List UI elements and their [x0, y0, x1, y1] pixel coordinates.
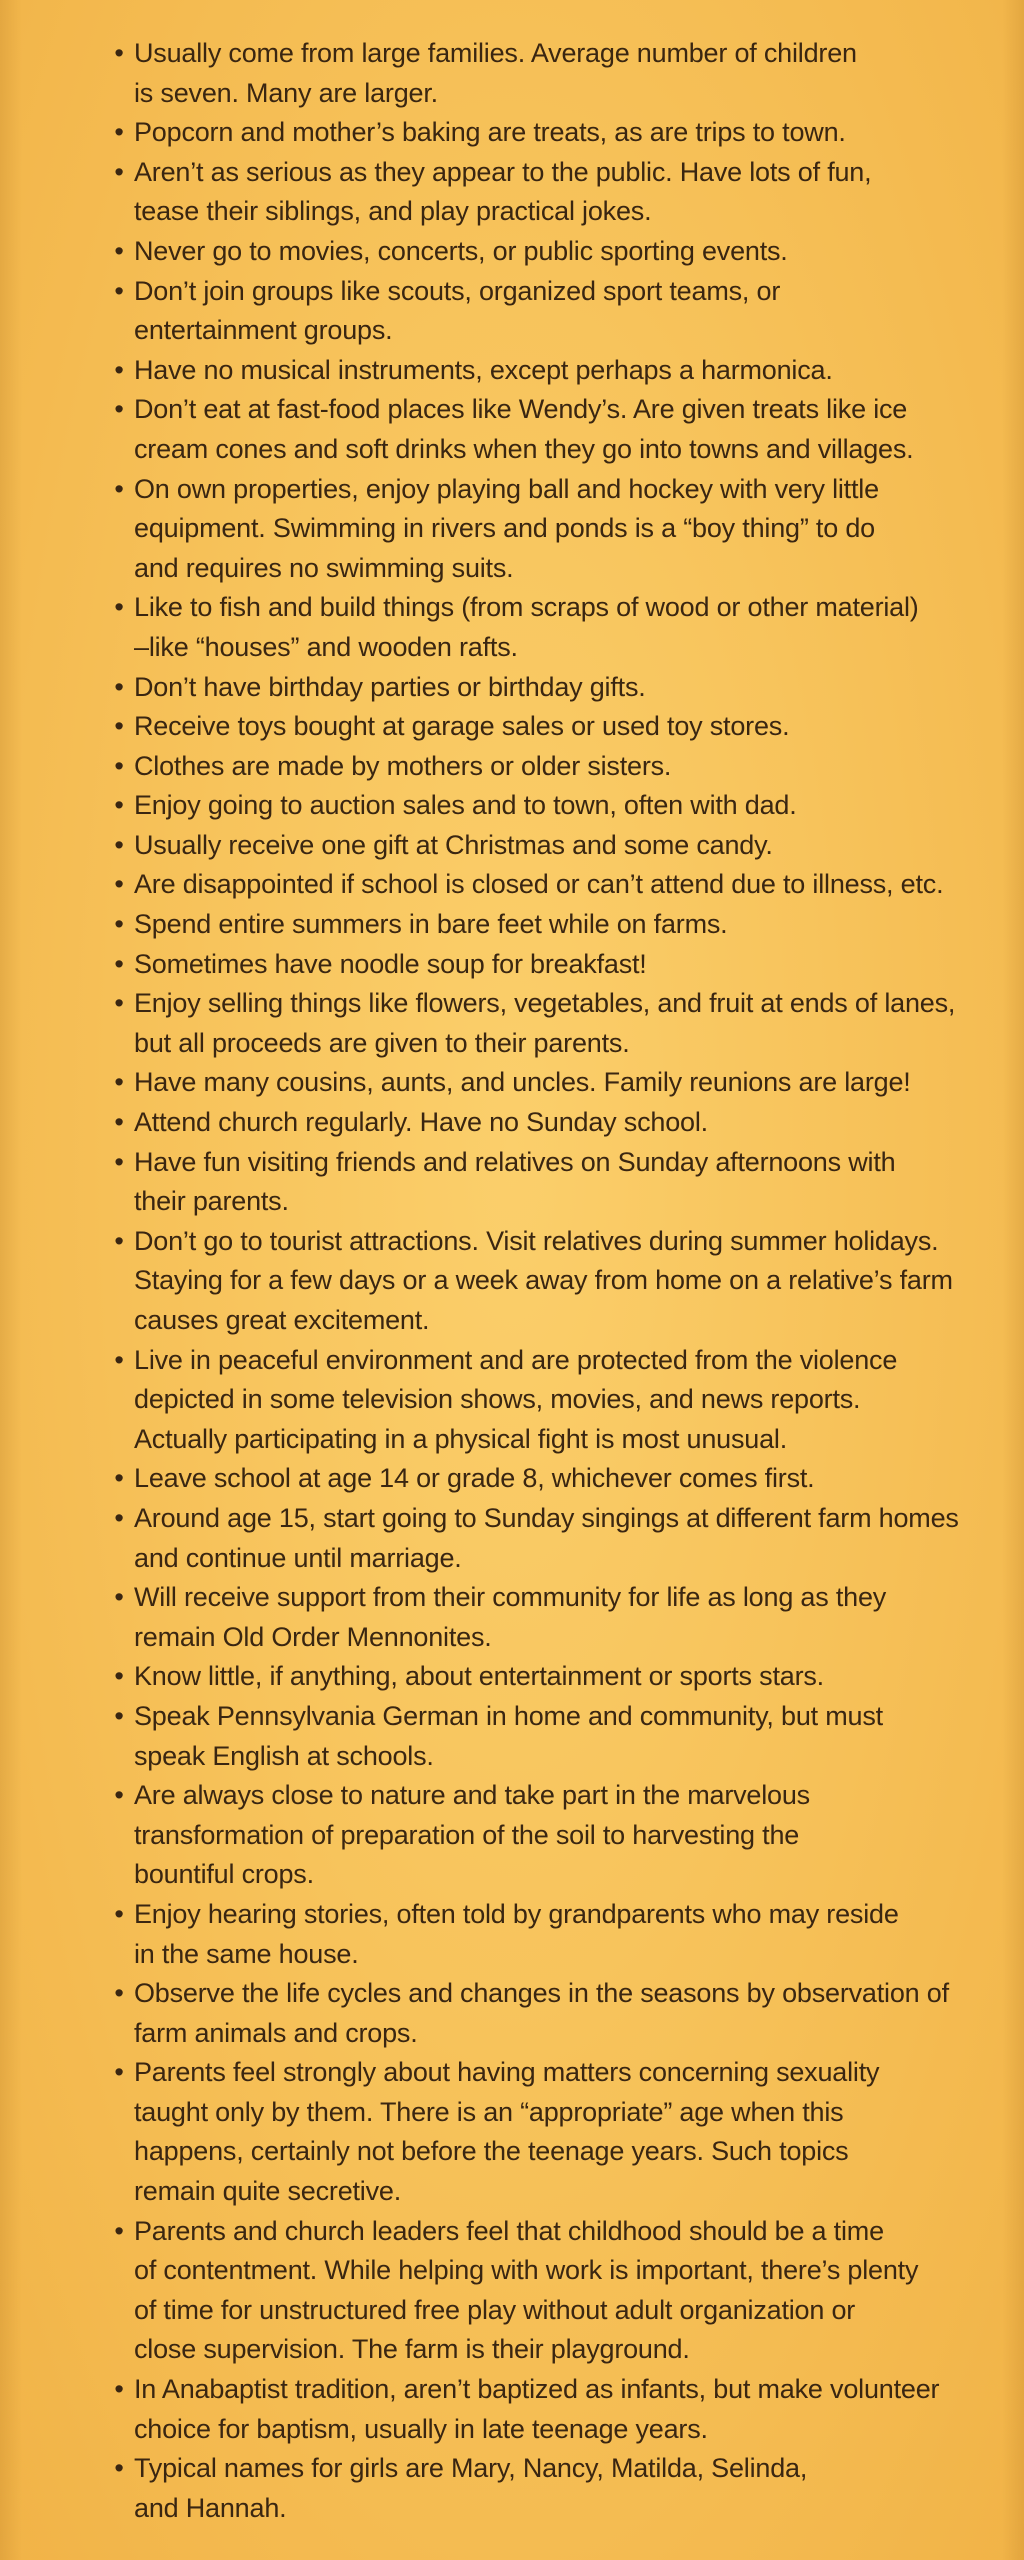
- bullet-item: [112, 2212, 992, 2370]
- bullet-dot-icon: •: [114, 1582, 124, 1613]
- bullet-text: Parents and church leaders feel that childhood should be a time of contentment. While helping with work is important, there’s plenty of time for unstructured free play without adult organization or close supervision. The farm is their playground.: [134, 2215, 919, 2365]
- bullet-text: Usually receive one gift at Christmas and some candy.: [134, 829, 773, 860]
- bullet-dot-icon: •: [114, 671, 124, 702]
- bullet-dot-icon: •: [114, 1067, 124, 1098]
- bullet-item: [112, 707, 992, 747]
- bullet-text: Spend entire summers in bare feet while on farms.: [134, 909, 728, 940]
- bullet-text: Don’t go to tourist attractions. Visit relatives during summer holidays. Staying for a few days or a week away from home on a relative’s farm causes great excitement.: [134, 1225, 953, 1335]
- bullet-item: [112, 1222, 992, 1341]
- bullet-text: Have no musical instruments, except perhaps a harmonica.: [134, 354, 833, 385]
- bullet-text: Enjoy hearing stories, often told by grandparents who may reside in the same house.: [134, 1898, 899, 1969]
- bullet-dot-icon: •: [114, 2374, 124, 2405]
- bullet-dot-icon: •: [114, 473, 124, 504]
- bullet-text: Sometimes have noodle soup for breakfast!: [134, 948, 647, 979]
- bullet-dot-icon: •: [114, 117, 124, 148]
- bullet-text: Enjoy selling things like flowers, vegetables, and fruit at ends of lanes, but all proceeds are given to their parents.: [134, 988, 956, 1058]
- bullet-item: [112, 390, 992, 469]
- bullet-dot-icon: •: [114, 2453, 124, 2484]
- bullet-text: Leave school at age 14 or grade 8, whichever comes first.: [134, 1463, 815, 1494]
- bullet-text: Typical names for girls are Mary, Nancy, Matilda, Selinda, and Hannah.: [134, 2453, 808, 2523]
- bullet-text: Don’t join groups like scouts, organized sport teams, or entertainment groups.: [134, 275, 781, 346]
- bullet-item: [112, 351, 992, 391]
- bullet-item: [112, 470, 992, 589]
- bullet-dot-icon: •: [114, 790, 124, 821]
- bullet-dot-icon: •: [114, 1146, 124, 1177]
- bullet-dot-icon: •: [114, 156, 124, 187]
- bullet-dot-icon: •: [114, 1661, 124, 1692]
- bullet-text: Are always close to nature and take part in the marvelous transformation of preparation of the soil to harvesting the bountiful crops.: [134, 1780, 810, 1890]
- bullet-item: [112, 786, 992, 826]
- bullet-item: [112, 2370, 992, 2449]
- bullet-item: [112, 1063, 992, 1103]
- bullet-item: [112, 865, 992, 905]
- bullet-dot-icon: •: [114, 948, 124, 979]
- bullet-dot-icon: •: [114, 829, 124, 860]
- bullet-item: [112, 1341, 992, 1460]
- bullet-dot-icon: •: [114, 1898, 124, 1929]
- bullet-item: [112, 1974, 992, 2053]
- bullet-text: Enjoy going to auction sales and to town, often with dad.: [134, 790, 797, 821]
- bullet-text: Aren’t as serious as they appear to the public. Have lots of fun, tease their siblings, and play practical jokes.: [134, 156, 872, 227]
- bullet-text: Live in peaceful environment and are protected from the violence depicted in some television shows, movies, and news reports. Actually participating in a physical fight is most unusual.: [134, 1344, 898, 1454]
- bullet-item: [112, 232, 992, 272]
- bullet-dot-icon: •: [114, 394, 124, 425]
- bullet-item: [112, 984, 992, 1063]
- bullet-text: Speak Pennsylvania German in home and community, but must speak English at schools.: [134, 1700, 883, 1771]
- bullet-item: [112, 747, 992, 787]
- bullet-item: [112, 1895, 992, 1974]
- bullet-dot-icon: •: [114, 1502, 124, 1533]
- bullet-text: Receive toys bought at garage sales or used toy stores.: [134, 711, 790, 742]
- bullet-item: [112, 2053, 992, 2211]
- bullet-text: Have many cousins, aunts, and uncles. Family reunions are large!: [134, 1067, 911, 1098]
- bullet-item: [112, 153, 992, 232]
- bullet-item: [112, 1499, 992, 1578]
- bullet-text: In Anabaptist tradition, aren’t baptized as infants, but make volunteer choice for baptism, usually in late teenage years.: [134, 2374, 940, 2444]
- bullet-text: Don’t eat at fast-food places like Wendy’s. Are given treats like ice cream cones and soft drinks when they go into towns and villages.: [134, 394, 914, 464]
- bullet-item: [112, 1776, 992, 1895]
- bullet-dot-icon: •: [114, 750, 124, 781]
- bullet-text: Observe the life cycles and changes in the seasons by observation of farm animals and crops.: [134, 1978, 949, 2048]
- bullet-dot-icon: •: [114, 711, 124, 742]
- bullet-item: [112, 1143, 992, 1222]
- bullet-text: Don’t have birthday parties or birthday gifts.: [134, 671, 646, 702]
- bullet-dot-icon: •: [114, 354, 124, 385]
- bullet-text: Never go to movies, concerts, or public sporting events.: [134, 235, 788, 266]
- bullet-text: On own properties, enjoy playing ball and hockey with very little equipment. Swimming in rivers and ponds is a “boy thing” to do and requires no swimming suits.: [134, 473, 879, 583]
- bullet-dot-icon: •: [114, 1107, 124, 1138]
- bullet-dot-icon: •: [114, 1344, 124, 1375]
- bullet-text: Usually come from large families. Average number of children is seven. Many are larger.: [134, 38, 857, 108]
- bullet-dot-icon: •: [114, 592, 124, 623]
- bullet-item: [112, 1459, 992, 1499]
- bullet-item: [112, 945, 992, 985]
- left-edge-shadow: [0, 0, 22, 2560]
- bullet-item: [112, 905, 992, 945]
- bullet-dot-icon: •: [114, 275, 124, 306]
- bullet-dot-icon: •: [114, 38, 124, 68]
- bullet-dot-icon: •: [114, 909, 124, 940]
- bullet-dot-icon: •: [114, 1225, 124, 1256]
- bullet-item: [112, 1657, 992, 1697]
- bullet-dot-icon: •: [114, 1978, 124, 2009]
- bullet-text: Are disappointed if school is closed or can’t attend due to illness, etc.: [134, 869, 944, 900]
- bullet-text: Around age 15, start going to Sunday singings at different farm homes and continue until marriage.: [134, 1502, 959, 1573]
- bullet-dot-icon: •: [114, 2215, 124, 2246]
- bullet-text: Like to fish and build things (from scraps of wood or other material) –like “houses” and wooden rafts.: [134, 592, 919, 662]
- bullet-list: [112, 34, 992, 2528]
- bullet-item: [112, 1697, 992, 1776]
- bullet-text: Will receive support from their community for life as long as they remain Old Order Mennonites.: [134, 1582, 887, 1652]
- bullet-item: [112, 1103, 992, 1143]
- bullet-item: [112, 668, 992, 708]
- bullet-text: Clothes are made by mothers or older sisters.: [134, 750, 672, 781]
- bullet-dot-icon: •: [114, 988, 124, 1019]
- bullet-dot-icon: •: [114, 2057, 124, 2088]
- bullet-text: Parents feel strongly about having matters concerning sexuality taught only by them. There is an “appropriate” age when this happens, certainly not before the teenage years. Such topics remain quite secretive.: [134, 2057, 880, 2207]
- bullet-dot-icon: •: [114, 1463, 124, 1494]
- bullet-item: [112, 826, 992, 866]
- bullet-dot-icon: •: [114, 869, 124, 900]
- right-edge-shadow: [1002, 0, 1024, 2560]
- bullet-dot-icon: •: [114, 1780, 124, 1811]
- bullet-text: Have fun visiting friends and relatives on Sunday afternoons with their parents.: [134, 1146, 896, 1217]
- bullet-item: [112, 34, 992, 113]
- bullet-dot-icon: •: [114, 1700, 124, 1731]
- bullet-item: [112, 1578, 992, 1657]
- bullet-text: Know little, if anything, about entertainment or sports stars.: [134, 1661, 824, 1692]
- bullet-dot-icon: •: [114, 235, 124, 266]
- bullet-text: Attend church regularly. Have no Sunday school.: [134, 1107, 708, 1138]
- bullet-item: [112, 272, 992, 351]
- bullet-item: [112, 588, 992, 667]
- bullet-text: Popcorn and mother’s baking are treats, as are trips to town.: [134, 117, 846, 148]
- bullet-item: [112, 113, 992, 153]
- bullet-item: [112, 2449, 992, 2528]
